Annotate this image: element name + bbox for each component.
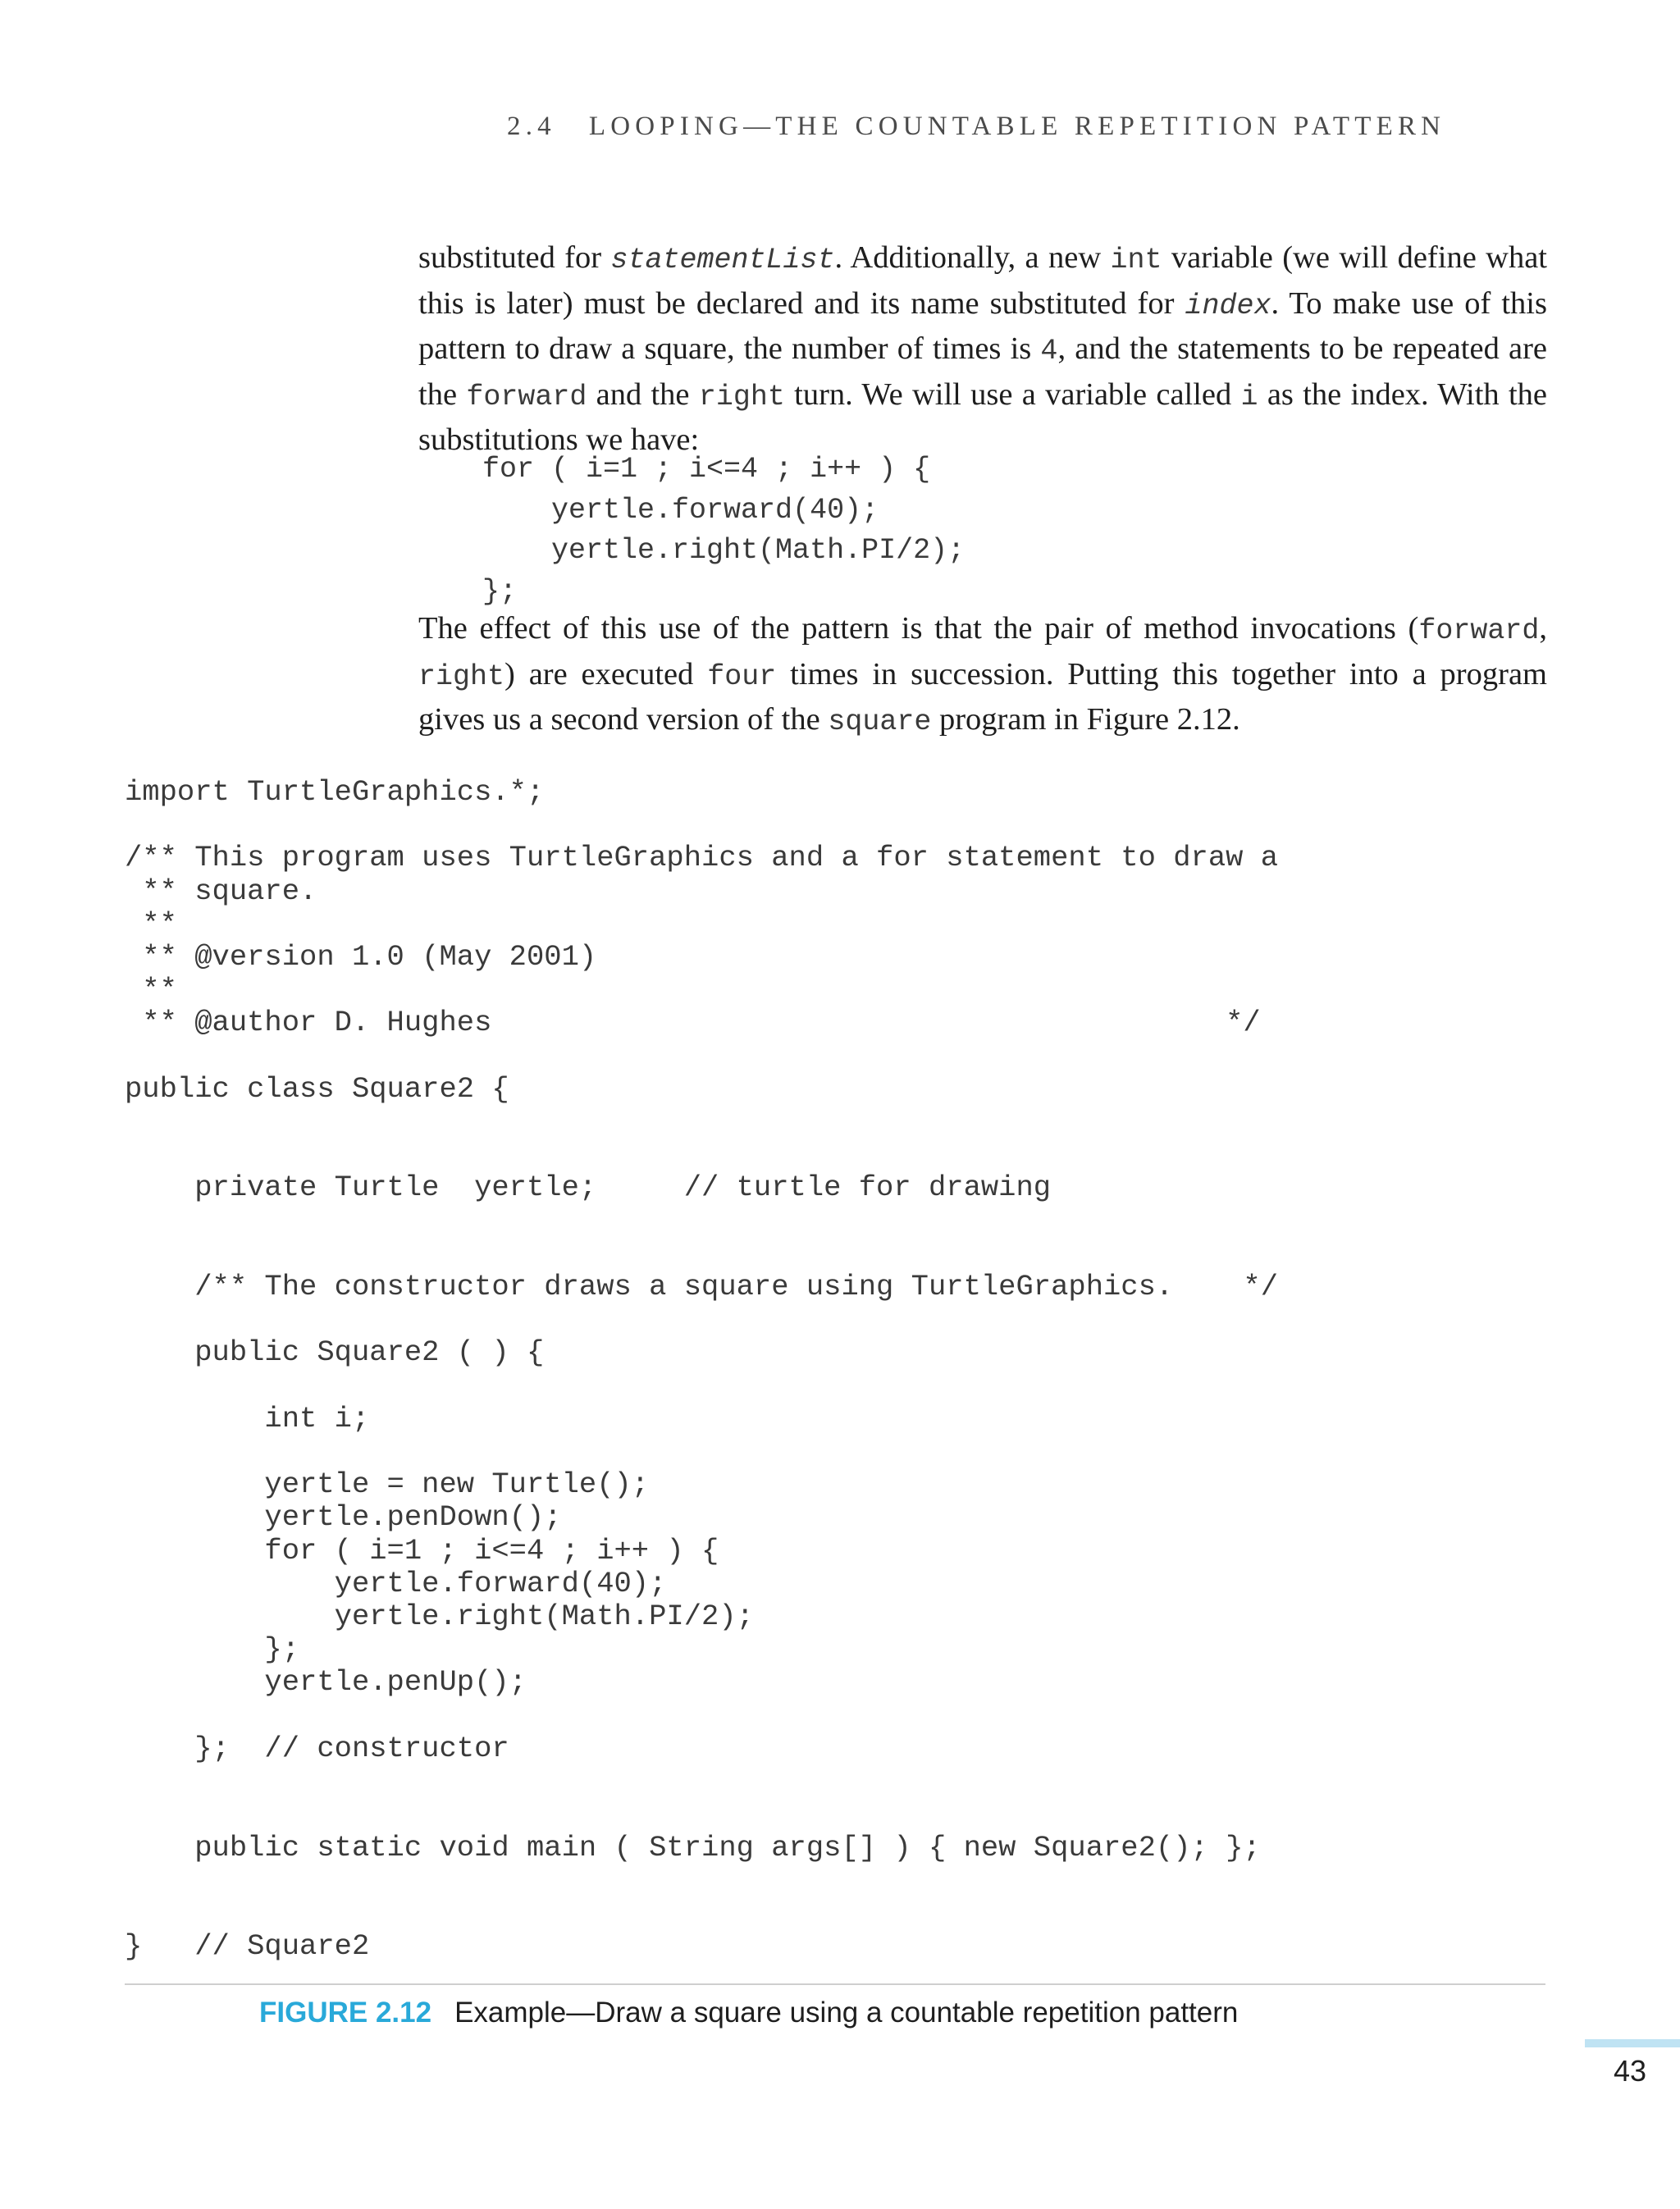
code-term: right bbox=[698, 380, 785, 413]
text-run: variable (we will define what this is later) must be declared and its name substituted for bbox=[418, 240, 1547, 321]
text-run: , bbox=[1539, 611, 1547, 646]
code-term: 4 bbox=[1040, 335, 1058, 367]
body-paragraph-2 bbox=[418, 607, 1547, 744]
text-run: The effect of this use of the pattern is that the pair of method invocations ( bbox=[418, 611, 1419, 646]
figure-divider bbox=[125, 1983, 1545, 1985]
text-run: substituted for bbox=[418, 240, 611, 275]
code-term: int bbox=[1110, 244, 1162, 276]
inline-code-example: for ( i=1 ; i<=4 ; i++ ) { yertle.forward(40); yertle.right(Math.PI/2); }; bbox=[482, 453, 966, 608]
section-number: 2.4 bbox=[507, 112, 556, 141]
figure-label: FIGURE 2.12 bbox=[259, 1997, 432, 2029]
page-tab-accent bbox=[1585, 2039, 1680, 2047]
text-run: turn. We will use a variable called bbox=[784, 377, 1241, 412]
text-run: as the index. With the substitutions we have: bbox=[418, 377, 1547, 457]
code-term: square bbox=[828, 705, 932, 738]
code-term: index bbox=[1185, 289, 1271, 322]
text-run: ) are executed bbox=[504, 656, 708, 691]
code-term: right bbox=[418, 660, 505, 693]
figure-caption-text: Example—Draw a square using a countable repetition pattern bbox=[454, 1997, 1239, 2029]
code-term: forward bbox=[1418, 614, 1540, 647]
text-run: and the bbox=[587, 377, 699, 412]
text-run: . Additionally, a new bbox=[834, 240, 1111, 275]
running-head bbox=[507, 112, 1549, 142]
page-number: 43 bbox=[1613, 2054, 1647, 2088]
text-run: , and the statements to be repeated are the bbox=[418, 331, 1547, 412]
code-term: statementList bbox=[610, 244, 835, 276]
section-title: LOOPING—THE COUNTABLE REPETITION PATTERN bbox=[588, 112, 1446, 141]
body-paragraph-1 bbox=[418, 236, 1547, 462]
text-run: . To make use of this pattern to draw a square, the number of times is bbox=[418, 285, 1547, 366]
text-run: times in succession. Putting this together into a program gives us a second version of the bbox=[418, 656, 1547, 737]
code-term: four bbox=[707, 660, 777, 693]
code-term: forward bbox=[466, 380, 587, 413]
figure-caption bbox=[259, 1997, 1238, 2029]
text-run: program in Figure 2.12. bbox=[931, 702, 1240, 737]
code-listing: import TurtleGraphics.*; /** This program uses TurtleGraphics and a for statement to draw a ** square. ** ** @version 1.0 (May 2001) ** ** @author D. Hughes */ public class Square2 { private Turtle yertle; // turtle for drawing /** The constructor draws a square using TurtleGraphics. */ public Square2 ( ) { int i; yertle = new Turtle(); yertle.penDown(); for ( i=1 ; i<=4 ; i++ ) { yertle.forward(40); yertle.right(Math.PI/2); }; yertle.penUp(); }; // constructor public static void main ( String args[] ) { new Square2(); }; } // Square2 bbox=[125, 775, 1279, 1964]
code-term: i bbox=[1240, 380, 1258, 413]
